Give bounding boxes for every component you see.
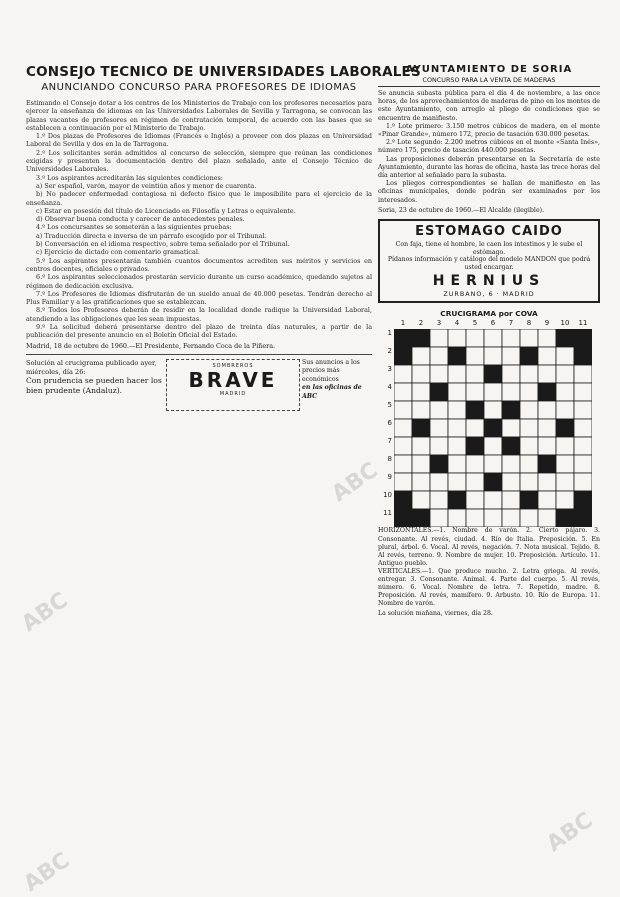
- headline-ayuntamiento: AYUNTAMIENTO DE SORIA: [405, 64, 573, 75]
- crossword-cell: [538, 419, 556, 437]
- crossword-cell: [430, 347, 448, 365]
- crossword-cell: [484, 347, 502, 365]
- subheadline-concurso: ANUNCIANDO CONCURSO PARA PROFESORES DE IDIOMAS: [41, 82, 357, 93]
- crossword-cell: [502, 329, 520, 347]
- crossword-cell: [412, 401, 430, 419]
- crossword-black-cell: [574, 491, 592, 509]
- crossword-cell: [466, 347, 484, 365]
- ayuntamiento-paragraph: Los pliegos correspondientes se hallan de manifiesto en las oficinas municipales, donde podrán ser examinados por los interesados.: [378, 180, 600, 204]
- crossword-cell: [412, 365, 430, 383]
- crossword-cell: [502, 473, 520, 491]
- crossword-cell: [574, 473, 592, 491]
- announcement-paragraph: 7.º Los Profesores de Idiomas disfrutarán de un sueldo anual de 40.000 pesetas. Tendrán derecho al Plus Familiar y a las gratificaciones que se establezcan.: [26, 289, 372, 307]
- crossword-black-cell: [448, 347, 466, 365]
- crossword-title: CRUCIGRAMA por COVA: [440, 309, 538, 319]
- crossword-cell: [412, 383, 430, 401]
- crossword-cell: [484, 383, 502, 401]
- crossword-black-cell: [484, 419, 502, 437]
- crossword-cell: [538, 491, 556, 509]
- crossword-cell: [448, 329, 466, 347]
- crossword-grid-svg: [394, 329, 592, 527]
- crossword-cell: [484, 329, 502, 347]
- headline-consejo: CONSEJO TECNICO DE UNIVERSIDADES LABORALES: [26, 64, 421, 80]
- crossword-black-cell: [538, 455, 556, 473]
- crossword-cell: [430, 401, 448, 419]
- crossword-cell: [502, 509, 520, 527]
- crossword-cell: [484, 455, 502, 473]
- announcement-paragraph: b) Conversación en el idioma respectivo, sobre tema señalado por el Tribunal.: [36, 240, 290, 249]
- crossword-row-number: 6: [387, 419, 392, 428]
- crossword-row-number: 9: [387, 473, 392, 482]
- crossword-black-cell: [520, 491, 538, 509]
- crossword-black-cell: [412, 419, 430, 437]
- crossword-cell: [502, 365, 520, 383]
- right-column: [378, 64, 600, 618]
- crossword-grid: [394, 329, 592, 527]
- crossword-cell: [556, 491, 574, 509]
- crossword-col-number: 5: [472, 319, 478, 328]
- crossword-cell: [556, 455, 574, 473]
- crossword-cell: [556, 365, 574, 383]
- crossword-row-number: 3: [387, 365, 392, 374]
- clues-verticales: VERTICALES.—1. Que produce mucho. 2. Letra griega. Al revés, entregar. 3. Consonante. Animal. 4. Parte del cuerpo. 5. Al revés, número. 6. Vocal. Nombre de letra. 7. Repetido, madre. 8. Preposición. Al revés, mamífero. 9. Arbusto. 10. Río de Europa. 11. Nombre de varón.: [378, 567, 600, 608]
- crossword-cell: [556, 401, 574, 419]
- left-column: [26, 64, 421, 419]
- subheadline-maderas: CONCURSO PARA LA VENTA DE MADERAS: [378, 76, 600, 87]
- crossword-cell: [556, 473, 574, 491]
- crossword-cell: [484, 491, 502, 509]
- crossword-cell: [520, 437, 538, 455]
- advert-headline: ESTOMAGO CAIDO: [415, 224, 563, 240]
- advert-line-1: Con faja, tiene el hombre, le caen los intestinos y le sube el estómago.: [395, 241, 583, 256]
- crossword-col-number: 10: [560, 319, 570, 328]
- crossword-black-cell: [556, 419, 574, 437]
- announcement-paragraph: 6.º Los aspirantes seleccionados prestarán servicio durante un curso académico, quedando sujetos al régimen de dedicación exclusiva.: [26, 273, 372, 290]
- crossword-black-cell: [484, 473, 502, 491]
- crossword-black-cell: [556, 509, 574, 527]
- crossword-cell: [520, 473, 538, 491]
- crossword-cell: [430, 419, 448, 437]
- classified-note-line-1: Sus anuncios a los precios más económicos: [302, 358, 360, 383]
- crossword-col-number: 3: [436, 319, 442, 328]
- crossword-column-numbers: [394, 319, 592, 327]
- crossword-black-cell: [430, 455, 448, 473]
- crossword-cell: [430, 473, 448, 491]
- announcement-paragraph: a) Traducción directa e inversa de un párrafo escogido por el Tribunal.: [36, 231, 267, 240]
- signoff-madrid: Madrid, 18 de octubre de 1960.—El Presidente, Fernando Coca de la Piñera.: [26, 341, 276, 350]
- crossword-cell: [538, 401, 556, 419]
- announcement-paragraph: c) Ejercicio de dictado con comentario gramatical.: [36, 248, 200, 257]
- crossword-black-cell: [502, 437, 520, 455]
- crossword-cell: [574, 401, 592, 419]
- crossword-cell: [448, 383, 466, 401]
- crossword-cell: [574, 383, 592, 401]
- crossword-row-number: 8: [387, 455, 392, 464]
- crossword-row-number: 10: [383, 491, 392, 500]
- watermark-abc-4: ABC: [19, 847, 75, 897]
- crossword-cell: [466, 419, 484, 437]
- crossword-col-number: 7: [508, 319, 514, 328]
- crossword-cell: [412, 455, 430, 473]
- crossword-black-cell: [448, 491, 466, 509]
- crossword-cell: [466, 491, 484, 509]
- crossword-cell: [538, 437, 556, 455]
- watermark-abc-1: ABC: [17, 587, 73, 638]
- announcement-paragraph: Estimando el Consejo dotar a los centros de los Ministerios de Trabajo con los profesores necesarios para ejercer la enseñanza de idiomas en las Universidades Laborales de Sevilla y Tarragona, se convocan las plazas vacantes de profesores en régimen de contratación temporal, de acuerdo con las bases que se establecen a continuación por el Ministerio de Trabajo.: [26, 99, 372, 132]
- crossword-cell: [448, 473, 466, 491]
- ayuntamiento-body: [378, 90, 600, 205]
- crossword-row-number: 5: [387, 401, 392, 410]
- crossword-cell: [394, 401, 412, 419]
- crossword-row-number: 2: [387, 347, 392, 356]
- announcement-body: [26, 99, 372, 340]
- crossword-black-cell: [412, 329, 430, 347]
- crossword-black-cell: [484, 365, 502, 383]
- advert-brand: HERNIUS: [432, 273, 546, 290]
- crossword-cell: [430, 509, 448, 527]
- crossword-black-cell: [430, 383, 448, 401]
- estomago-advert: [378, 219, 600, 303]
- crossword-cell: [466, 473, 484, 491]
- crossword-cell: [466, 329, 484, 347]
- crossword-cell: [448, 401, 466, 419]
- ayuntamiento-date: Soria, 23 de octubre de 1960.—El Alcalde (ilegible).: [378, 206, 545, 214]
- crossword-black-cell: [412, 509, 430, 527]
- crossword-solution-note: [26, 359, 162, 396]
- crossword-cell: [574, 455, 592, 473]
- crossword-col-number: 2: [418, 319, 424, 328]
- crossword-cell: [412, 491, 430, 509]
- brave-advert: [166, 359, 300, 411]
- crossword-cell: [412, 437, 430, 455]
- crossword-cell: [412, 347, 430, 365]
- crossword-col-number: 8: [526, 319, 532, 328]
- announcement-paragraph: d) Observar buena conducta y carecer de antecedentes penales.: [36, 215, 245, 224]
- clues-horizontales: HORIZONTALES.—1. Nombre de varón. 2. Cierto pájaro. 3. Consonante. Al revés, ciudad. 4. Río de Italia. Preposición. 5. En plural, árbol. 6. Vocal. Al revés, negación. 7. Nota musical. Tejido. 8. Al revés, terreno. 9. Nombre de mujer. 10. Preposición. Artículo. 11. Antiguo pueblo.: [378, 527, 600, 567]
- crossword-cell: [484, 509, 502, 527]
- crossword-black-cell: [574, 347, 592, 365]
- announcement-paragraph: 9.º La solicitud deberá presentarse dentro del plazo de treinta días naturales, a partir de la publicación del presente anuncio en el Boletín Oficial del Estado.: [26, 323, 372, 340]
- crossword-cell: [520, 383, 538, 401]
- crossword-black-cell: [394, 329, 412, 347]
- crossword-cell: [430, 329, 448, 347]
- crossword-black-cell: [574, 329, 592, 347]
- crossword-col-number: 4: [454, 319, 460, 328]
- crossword-cell: [394, 383, 412, 401]
- classified-note: [302, 359, 372, 401]
- crossword-cell: [394, 365, 412, 383]
- crossword-black-cell: [520, 347, 538, 365]
- crossword-cell: [448, 437, 466, 455]
- crossword-cell: [502, 347, 520, 365]
- crossword-cell: [520, 419, 538, 437]
- crossword-cell: [520, 329, 538, 347]
- crossword-cell: [556, 383, 574, 401]
- crossword-cell: [394, 473, 412, 491]
- announcement-paragraph: c) Estar en posesión del título de Licenciado en Filosofía y Letras o equivalente.: [36, 206, 296, 215]
- crossword-cell: [466, 365, 484, 383]
- ayuntamiento-paragraph: Se anuncia subasta pública para el día 4 de noviembre, a las once horas, de los aprovechamientos de maderas de pino en los montes de este Ayuntamiento, con arreglo al pliego de condiciones que se encuentra de manifiesto.: [378, 90, 600, 122]
- ayuntamiento-paragraph: Las proposiciones deberán presentarse en la Secretaría de este Ayuntamiento, durante las horas de oficina, hasta las trece horas del día anterior al señalado para la subasta.: [378, 155, 600, 180]
- crossword-cell: [484, 437, 502, 455]
- crossword-cell: [520, 509, 538, 527]
- crossword-cell: [502, 419, 520, 437]
- crossword-cell: [448, 455, 466, 473]
- crossword-cell: [574, 419, 592, 437]
- crossword-cell: [430, 491, 448, 509]
- crossword-cell: [520, 455, 538, 473]
- crossword-cell: [394, 419, 412, 437]
- crossword-cell: [448, 419, 466, 437]
- crossword-row-numbers: [378, 329, 392, 527]
- crossword-cell: [502, 383, 520, 401]
- ayuntamiento-paragraph: 2.º Lote segundo: 2.200 metros cúbicos en el monte «Santa Inés», número 175, precio de tasación 440.000 pesetas.: [378, 139, 600, 155]
- crossword-black-cell: [466, 401, 484, 419]
- crossword-cell: [466, 455, 484, 473]
- crossword-cell: [538, 509, 556, 527]
- crossword-col-number: 6: [490, 319, 496, 328]
- advert-address: ZURBANO, 6 · MADRID: [443, 290, 535, 299]
- crossword-cell: [448, 509, 466, 527]
- crossword-solution-date: La solución mañana, viernes, día 28.: [378, 610, 493, 618]
- crossword-col-number: 11: [578, 319, 588, 328]
- crossword-cell: [484, 401, 502, 419]
- crossword-black-cell: [538, 383, 556, 401]
- crossword-cell: [520, 365, 538, 383]
- crossword-col-number: 1: [400, 319, 406, 328]
- solution-line-2: Con prudencia se pueden hacer los bien prudente (Andaluz).: [26, 376, 162, 396]
- crossword-black-cell: [556, 329, 574, 347]
- crossword-black-cell: [466, 437, 484, 455]
- announcement-paragraph: b) No padecer enfermedad contagiosa ni defecto físico que le imposibilite para el ejercicio de la enseñanza.: [26, 190, 372, 207]
- classified-note-line-2: en las oficinas de ABC: [302, 384, 362, 400]
- crossword-cell: [538, 473, 556, 491]
- crossword-cell: [574, 437, 592, 455]
- crossword-black-cell: [574, 509, 592, 527]
- crossword-black-cell: [394, 491, 412, 509]
- crossword-cell: [574, 365, 592, 383]
- crossword-cell: [502, 455, 520, 473]
- crossword-cell: [538, 347, 556, 365]
- crossword-black-cell: [502, 401, 520, 419]
- crossword-cell: [394, 437, 412, 455]
- crossword-cell: [538, 329, 556, 347]
- announcement-paragraph: 1.º Dos plazas de Profesores de Idiomas (Francés e Inglés) a proveer con dos plazas en Universidad Laboral de Sevilla y dos en la de Tarragona.: [26, 132, 372, 149]
- crossword-black-cell: [394, 347, 412, 365]
- crossword-cell: [430, 437, 448, 455]
- bottom-ad-row: [26, 354, 372, 419]
- crossword-black-cell: [394, 509, 412, 527]
- solution-line-1: Solución al crucigrama publicado ayer, miércoles, día 26:: [26, 358, 157, 376]
- crossword-cell: [502, 491, 520, 509]
- crossword-cell: [538, 365, 556, 383]
- crossword-cell: [448, 365, 466, 383]
- announcement-paragraph: 5.º Los aspirantes presentarán también cuantos documentos acrediten sus méritos y servicios en centros docentes, oficiales o privados.: [26, 256, 372, 273]
- crossword-cell: [412, 473, 430, 491]
- crossword-row-number: 4: [387, 383, 392, 392]
- brave-logo: BRAVE: [188, 367, 278, 392]
- crossword-cell: [556, 437, 574, 455]
- ayuntamiento-paragraph: 1.º Lote primero: 3.150 metros cúbicos de madera, en el monte «Pinar Grande», número 172, precio de tasación 630.000 pesetas.: [378, 122, 600, 139]
- announcement-paragraph: 4.º Los concursantes se someterán a las siguientes pruebas:: [36, 223, 232, 232]
- crossword-cell: [556, 347, 574, 365]
- announcement-paragraph: a) Ser español, varón, mayor de veintiún años y menor de cuarenta.: [36, 181, 257, 190]
- announcement-paragraph: 2.º Los solicitantes serán admitidos al concurso de selección, siempre que reúnan las condiciones exigidas y presenten la documentación dentro del plazo señalado, ante el Consejo Técnico de Universidades Laborales.: [26, 148, 372, 174]
- crossword-row-number: 1: [387, 329, 392, 338]
- brave-top-text: SOMBREROS: [212, 362, 254, 369]
- watermark-abc-2: ABC: [327, 457, 383, 508]
- crossword-cell: [394, 455, 412, 473]
- crossword-cell: [520, 401, 538, 419]
- crossword-cell: [466, 509, 484, 527]
- announcement-paragraph: 3.º Los aspirantes acreditarán las siguientes condiciones:: [36, 173, 223, 182]
- crossword-cell: [430, 365, 448, 383]
- crossword-row-number: 11: [383, 509, 392, 518]
- watermark-abc-3: ABC: [542, 807, 598, 858]
- crossword-cell: [466, 383, 484, 401]
- advert-line-2: Pídanos información y catálogo del modelo MANDON que podrá usted encargar.: [387, 256, 591, 271]
- crossword-col-number: 9: [544, 319, 550, 328]
- brave-bottom-text: MADRID: [219, 390, 247, 397]
- crossword-row-number: 7: [387, 437, 392, 446]
- crossword: [378, 319, 600, 527]
- announcement-paragraph: 8.º Todos los Profesores deberán de residir en la localidad donde radique la Universidad Laboral, atendiendo a las obligaciones que les sean impuestas.: [26, 306, 372, 323]
